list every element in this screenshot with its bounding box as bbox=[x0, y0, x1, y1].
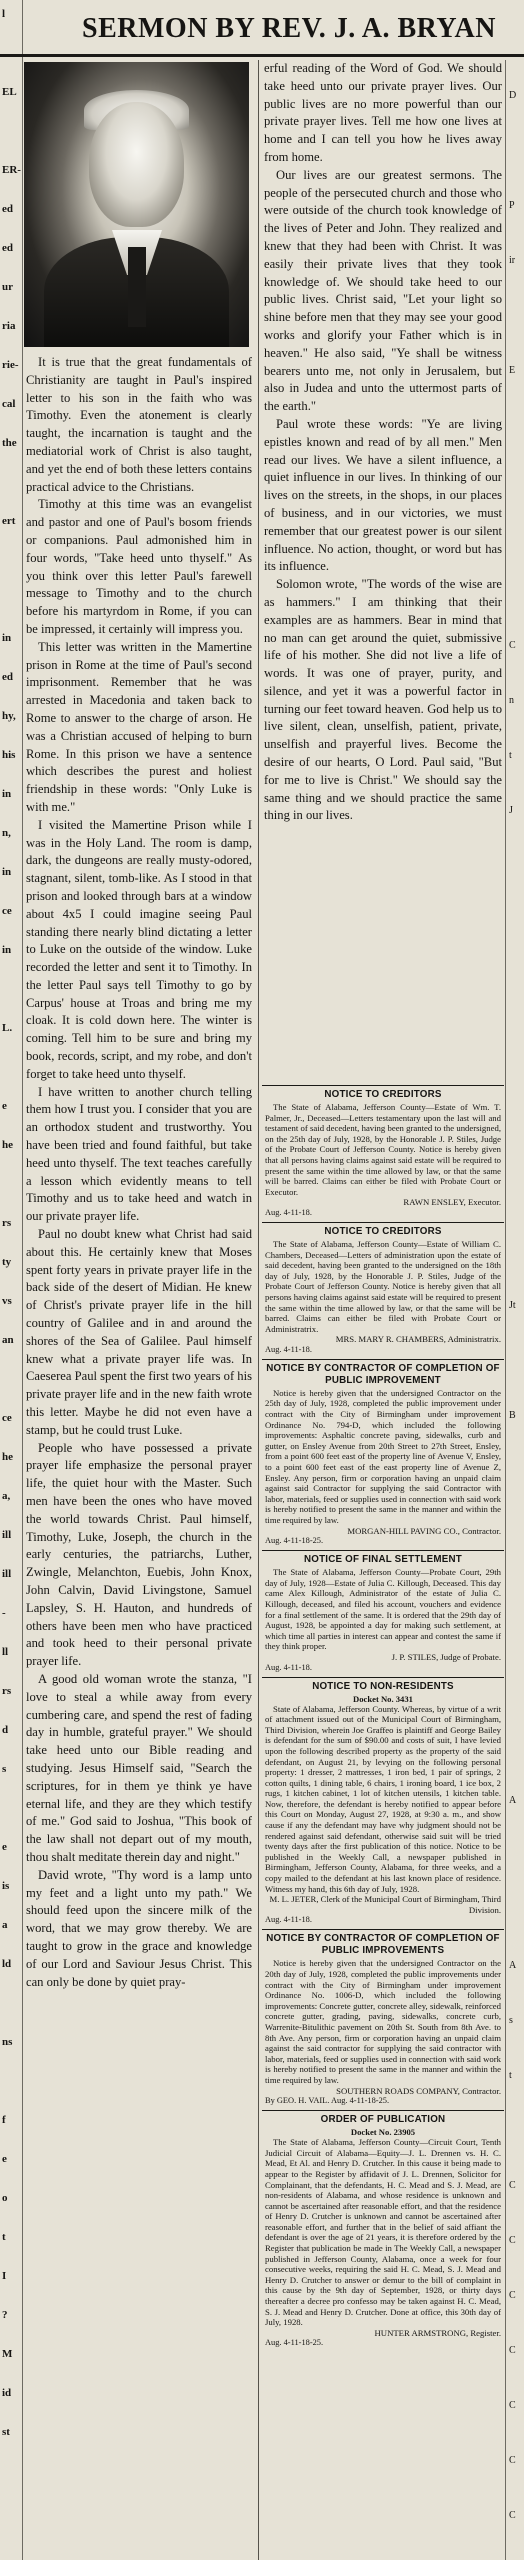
fragment-text: J bbox=[509, 805, 513, 816]
fragment-text: C bbox=[509, 2180, 516, 2191]
fragment-text: cal bbox=[2, 398, 16, 410]
sermon-paragraph: This letter was written in the Mamertine prison in Rome at the time of Paul's second imprisonment. Remember that he was arrested in Macedonia and taken back to Rome to answer to the charge of arson. He was a Christian accused of helping to burn Rome. In this prison we have a sentence which describes the purest and holiest friendship in these words: "Only Luke is with me." bbox=[26, 639, 252, 814]
sermon-paragraph: A good old woman wrote the stanza, "I love to steal a while away from every cumbering care, and spend the rest of fading day in humble, grateful prayer." We should take heed unto our Bible reading and studying. Jesus Himself said, "Search the scriptures, for in them ye think ye have eternal life, and they are they which testify of me." God said to Joshua, "This book of the law shall not depart out of my mouth, thou shalt meditate therein day and night." bbox=[26, 1671, 252, 1864]
fragment-text: he bbox=[2, 1451, 13, 1463]
fragment-text: he bbox=[2, 1139, 13, 1151]
sermon-paragraph: Our lives are our greatest sermons. The people of the persecuted church and those who were outside of the church took knowledge of the lives of Peter and John. They realized and knew that they had been with Christ. It was easily their private lives that they took knowledge of. We should take heed to our public lives. Christ said, "Let your light so shine before men that they may see your good works and glorify your Father which is in heaven." He also said, "Ye shall be witness bearers unto me, not only in Jerusalem, but also in Judea and unto the uttermost parts of the earth." bbox=[264, 167, 502, 414]
fragment-text: rs bbox=[2, 1217, 12, 1229]
fragment-text: C bbox=[509, 2235, 516, 2246]
fragment-text: in bbox=[2, 788, 12, 800]
fragment-text: ce bbox=[2, 905, 12, 917]
fragment-text: ld bbox=[2, 1958, 12, 1970]
legal-notice bbox=[262, 1550, 504, 1676]
left-column-fragment bbox=[0, 0, 23, 2560]
notice-title: NOTICE OF FINAL SETTLEMENT bbox=[304, 1554, 462, 1566]
notice-body: State of Alabama, Jefferson County. Whereas, by virtue of a writ of attachment issued out of the Municipal Court of Birmingham, Third Division, wherein Joe Graffeo is plaintiff and George Bailey is defendant for the sum of $90.00 and costs of suit, I have levied upon the following described property as the property of the said defendant, on August 21, by levying on the following personal property: 1 dresser, 2 mattresses, 1 iron bed, 1 pair of springs, 2 cotton quilts, 1 dining table, 6 chairs, 1 ironing board, 1 ice box, 2 rugs, 1 kitchen cabinet, 1 lot of kitchen utensils, 1 kitchen table. Now, therefore, the defendant is hereby notified to appear before this Court on Monday, August 27, 1928, at 9:30 a. m., and show cause if any the defendant may have why judgment should not be rendered against said defendant, otherwise said suit will be tried twenty days after the first publication of this notice. Notice to be published in the Weekly Call, a newspaper published in Birmingham, Jefferson County, Alabama, for three weeks, and a copy mailed to the defendant at his last known place of residence. Witness my hand, this 6th day of July, 1928. bbox=[265, 1703, 501, 1894]
portrait-tie bbox=[128, 247, 146, 327]
notice-signature: HUNTER ARMSTRONG, Register. bbox=[374, 2327, 501, 2338]
legal-notice bbox=[262, 1085, 504, 1222]
fragment-text: id bbox=[2, 2387, 12, 2399]
notice-date: By GEO. H. VAIL. Aug. 4-11-18-25. bbox=[265, 2096, 390, 2106]
fragment-text: A bbox=[509, 1795, 517, 1806]
fragment-text: e bbox=[2, 1841, 7, 1853]
sermon-paragraph: Solomon wrote, "The words of the wise are as hammers." I am thinking that their examples are as hammers. Bear in mind that no man can get around the quiet, submissive life of his mother. She did not live a life of words. It was one of prayer, purity, and silence, and yet it was a powerful factor in turning our feet toward heaven. God help us to live silent, clean, unselfish, patient, private, unselfish and prayerful lives. Become the desire of our hearts, O Lord. Paul said, "But for me to live is Christ." We should say the same thing and we should practice the same thing in our lives. bbox=[264, 577, 502, 823]
notice-date: Aug. 4-11-18. bbox=[265, 1662, 312, 1672]
fragment-text: ill bbox=[2, 1568, 12, 1580]
sermon-paragraph: David wrote, "Thy word is a lamp unto my feet and a light unto my path." We should feed upon the sincere milk of the word, that we may grow thereby. We are taught to grow in the grace and knowledge of our Lord and Saviour Jesus Christ. This can only be done by quiet pray- bbox=[26, 1867, 252, 1989]
notice-signature: RAWN ENSLEY, Executor. bbox=[403, 1197, 501, 1208]
fragment-text: C bbox=[509, 2290, 516, 2301]
fragment-text: M bbox=[2, 2348, 13, 2360]
portrait-face bbox=[89, 102, 184, 227]
fragment-text: o bbox=[2, 2192, 8, 2204]
notice-title: NOTICE TO CREDITORS bbox=[324, 1225, 442, 1237]
fragment-text: n, bbox=[2, 827, 11, 839]
notice-date: Aug. 4-11-18. bbox=[265, 1915, 312, 1925]
legal-notices bbox=[262, 1085, 504, 2352]
sermon-paragraph: I visited the Mamertine Prison while I was in the Holy Land. The room is damp, dark, the dungeons are really musty-odored, stagnant, silent, tomb-like. As I stood in that prison and looked through bars at a window about 4x5 I could imagine seeing Paul standing there nearly blind dictating a letter to Luke on the outside of the window. Luke recorded the letter and sent it to Timothy. In the letter Paul says tell Timothy to go by Carpus' house at Troas and bring me my cloak. It is cold down here. The winter is coming. Tell him to be sure and bring my book, records, script, and my robe, and don't forget to take heed unto thyself. bbox=[26, 817, 252, 1081]
sermon-paragraph: People who have possessed a private prayer life emphasize the personal prayer life, the quiet hour with the Master. Such men have been the ones who have moved the world towards Christ. Paul himself, Timothy, Luke, Joseph, the church in the early centuries, the patriarchs, Luther, Zwingle, Melanchton, Euebis, John Knox, John Calvin, David Livingstone, Samuel Lapsley, S. H. Hauton, and hundreds of others have been men who have practiced and took heed to their personal private prayer life. bbox=[26, 1440, 252, 1669]
fragment-text: ce bbox=[2, 1412, 12, 1424]
fragment-text: EL bbox=[2, 86, 17, 98]
fragment-text: ll bbox=[2, 1646, 9, 1658]
notice-title: NOTICE TO NON-RESIDENTS bbox=[312, 1680, 454, 1692]
fragment-text: t bbox=[509, 2070, 512, 2081]
fragment-text: vs bbox=[2, 1295, 12, 1307]
sermon-column-right bbox=[264, 60, 502, 825]
sermon-paragraph: Timothy at this time was an evangelist and pastor and one of Paul's bosom friends or companions. Paul admonished him in four words, "Take heed unto thyself." As you think over this letter Paul's farewell message to Timothy and to the church before his martyrdom in Rome, if you can be impressed, it certainly will impress you. bbox=[26, 497, 252, 636]
headline-rule bbox=[0, 54, 524, 57]
notice-body: Notice is hereby given that the undersigned Contractor on the 25th day of July, 1928, completed the public improvement under contract with the City of Birmingham under improvement Ordinance No. 794-D, which included the following improvements: Asphaltic concrete paving, sidewalks, curb and gutter, on Ensley Avenue from 20th Street to 27th Street, Ensley, from a point 600 feet east of the property line of Avenue V, Ensley, to a point 600 feet east of the east property line of Avenue Z, Ensley. Any person, firm or corporation having an unpaid claim against said Contractor for supplying the said Contractor with labor, materials, feed or supplies used in connection with said work is hereby notified to present the same in the manner and within the time required by law. bbox=[265, 1387, 501, 1525]
fragment-text: ert bbox=[2, 515, 16, 527]
notice-title: NOTICE BY CONTRACTOR OF COMPLETION OF PUBLIC IMPROVEMENTS bbox=[266, 1933, 500, 1957]
notice-body: Notice is hereby given that the undersigned Contractor on the 20th day of July, 1928, completed the public improvements under contract with the City of Birmingham under improvement Ordinance No. 1006-D, which included the following improvements: Concrete gutter, concrete alley, sidewalk, reinforced concrete gutter, grading, paving, sidewalks, concrete curb, Warrenite-Bitulithic pavement on 20th St. South from 8th Ave. to 8th Ave. Any person, firm or corporation having an unpaid claim against the said contractor for supplying the said contractor with labor, materials, feed or supplies used in connection with said work is hereby notified to present the same in the manner and within the time required by law. bbox=[265, 1958, 501, 2085]
fragment-text: f bbox=[2, 2114, 6, 2126]
fragment-text: P bbox=[509, 200, 515, 211]
fragment-text: E bbox=[509, 365, 516, 376]
legal-notice bbox=[262, 1359, 504, 1550]
fragment-text: D bbox=[509, 90, 517, 101]
fragment-text: ill bbox=[2, 1529, 12, 1541]
sermon-paragraph: erful reading of the Word of God. We should take heed unto our private prayer lives. Our public lives are no more powerful than our private prayer lives. Tell me how one lives at home and I can tell you how he lives away from home. bbox=[264, 61, 502, 164]
notice-signature: J. P. STILES, Judge of Probate. bbox=[391, 1651, 501, 1662]
fragment-text: s bbox=[509, 2015, 513, 2026]
legal-notice bbox=[262, 1222, 504, 1359]
fragment-text: in bbox=[2, 866, 12, 878]
fragment-text: ed bbox=[2, 203, 13, 215]
notice-title: NOTICE BY CONTRACTOR OF COMPLETION OF PUBLIC IMPROVEMENT bbox=[266, 1362, 500, 1386]
fragment-text: ria bbox=[2, 320, 16, 332]
notice-body: The State of Alabama, Jefferson County—Estate of Wm. T. Palmer, Jr., Deceased—Letters testamentary upon the last will and testament of said decedent, having been granted to the undersigned, on the 25th day of July, 1928, by the Honorable J. P. Stiles, Judge of the Probate Court of Jefferson County. Notice is hereby given that all persons having claims against said estate will be required to present the same within the time allowed by law, or that the same will be barred. Claims can either be filed with Probate Court or Executor. bbox=[265, 1102, 501, 1197]
fragment-text: st bbox=[2, 2426, 10, 2438]
notice-title: NOTICE TO CREDITORS bbox=[324, 1089, 442, 1100]
notice-signature: M. L. JETER, Clerk of the Municipal Court of Birmingham, Third Division. bbox=[269, 1894, 501, 1915]
fragment-text: B bbox=[509, 1410, 516, 1421]
fragment-text: l bbox=[2, 8, 6, 20]
right-column-fragment bbox=[505, 60, 524, 2560]
sermon-paragraph: Paul no doubt knew what Christ had said about this. He certainly knew that Moses spent forty years in private prayer life in the back side of the desert of Midian. He knew of Christ's private prayer life in the hill country of Galilee and in and around the shores of the Sea of Galilee. Paul himself knew what a private prayer life was. In Caeserea Paul spent the first two years of his private prayer life and in the new faith wrote this letter. Maybe he did not even have a stamp, but he could trust Luke. bbox=[26, 1227, 252, 1437]
fragment-text: an bbox=[2, 1334, 14, 1346]
fragment-text: A bbox=[509, 1960, 517, 1971]
page-headline: SERMON BY REV. J. A. BRYAN bbox=[82, 13, 496, 44]
fragment-text: is bbox=[2, 1880, 10, 1892]
legal-notice bbox=[262, 2110, 504, 2352]
fragment-text: C bbox=[509, 2455, 516, 2466]
notice-date: Aug. 4-11-18. bbox=[265, 1207, 312, 1217]
fragment-text: C bbox=[509, 2345, 516, 2356]
fragment-text: rie- bbox=[2, 359, 19, 371]
fragment-text: his bbox=[2, 749, 16, 761]
fragment-text: ? bbox=[2, 2309, 8, 2321]
column-divider bbox=[258, 60, 259, 2560]
fragment-text: Jt bbox=[509, 1300, 516, 1311]
fragment-text: ir bbox=[509, 255, 516, 266]
fragment-text: e bbox=[2, 2153, 7, 2165]
fragment-text: t bbox=[2, 2231, 6, 2243]
legal-notice bbox=[262, 1677, 504, 1930]
fragment-text: t bbox=[509, 750, 512, 761]
notice-date: Aug. 4-11-18-25. bbox=[265, 2338, 324, 2348]
fragment-text: a bbox=[2, 1919, 8, 1931]
notice-body: The State of Alabama, Jefferson County—Estate of William C. Chambers, Deceased—Letters of administration upon the estate of said decedent, having been granted to the undersigned on the 18th day of July, 1928, by the Honorable J. P. Stiles, Judge of the Probate Court of Jefferson County. Notice is hereby given that all persons having claims against said estate will be required to present the same within the time allowed by law, or that the same will be barred. Claims can either be filed with Probate Court or Administratrix. bbox=[265, 1238, 501, 1334]
fragment-text: ed bbox=[2, 242, 13, 254]
portrait-photo bbox=[24, 62, 249, 347]
legal-notice bbox=[262, 1929, 504, 2110]
fragment-text: n bbox=[509, 695, 514, 706]
notice-signature: SOUTHERN ROADS COMPANY, Contractor. bbox=[336, 2085, 501, 2096]
notice-date: Aug. 4-11-18. bbox=[265, 1344, 312, 1354]
fragment-text: I bbox=[2, 2270, 7, 2282]
fragment-text: s bbox=[2, 1763, 7, 1775]
fragment-text: in bbox=[2, 944, 12, 956]
notice-body: The State of Alabama, Jefferson County—Probate Court, 29th day of July, 1928—Estate of Julia C. Killough, Deceased. This day came Alex Killough, Administrator of the estate of Julia C. Killough, deceased, and filed his account, vouchers and evidence for a final settlement of the same. It is ordered that the 29th day of August, 1928, be appointed a day for making such settlement, at which time all parties in interest can appear and contest the same if they think proper. bbox=[265, 1567, 501, 1652]
sermon-column-left bbox=[26, 354, 252, 1991]
fragment-text: C bbox=[509, 640, 516, 651]
fragment-text: e bbox=[2, 1100, 7, 1112]
fragment-text: ER- bbox=[2, 164, 21, 176]
notice-body: The State of Alabama, Jefferson County—Circuit Court, Tenth Judicial Circuit of Alabama—Equity—J. L. Drennen vs. H. C. Mead, Et Al. and Henry D. Crutcher. In this cause it being made to appear to the Register by affidavit of J. L. Drennen, Solicitor for Complainant, that the defendants, H. C. Mead and S. J. Mead, are non-residents of Alabama, and whose residence is unknown and cannot be ascertained after reasonable effort, and that the residence of Henry D. Crutcher is unknown and cannot be ascertained after reasonable effort, and further that in the belief of said affiant the defendant is over the age of 21 years, it is therefore ordered by the Register that publication be made in The Weekly Call, a newspaper published in Jefferson County, Alabama, once a week for four consecutive weeks, requiring the said H. C. Mead, S. J. Mead and Henry D. Crutcher to answer or demur to the bill of complaint in this cause by the 9th day of September, 1928, or thirty days thereafter a decree pro confesso may be taken against H. C. Mead, S. J. Mead and Henry D. Crutcher. Done at office, this 30th day of July, 1928. bbox=[265, 2137, 501, 2328]
fragment-text: C bbox=[509, 2400, 516, 2411]
fragment-text: ed bbox=[2, 671, 13, 683]
fragment-text: in bbox=[2, 632, 12, 644]
notice-docket: Docket No. 3431 bbox=[353, 1693, 413, 1704]
notice-title: ORDER OF PUBLICATION bbox=[320, 2114, 446, 2126]
notice-docket: Docket No. 23905 bbox=[350, 2127, 416, 2138]
fragment-text: C bbox=[509, 2510, 516, 2521]
fragment-text: a, bbox=[2, 1490, 11, 1502]
fragment-text: the bbox=[2, 437, 17, 449]
sermon-paragraph: Paul wrote these words: "Ye are living epistles known and read of by all men." Men read our lives. We have a silent influence, a quiet influence in our lives. In thinking of our lives on the streets, in the shops, in our places of business, and in our victories, we must remember that our greatest power is our silent influence. No action, thought, or word but has its influence. bbox=[264, 416, 502, 574]
notice-signature: MORGAN-HILL PAVING CO., Contractor. bbox=[347, 1525, 501, 1536]
fragment-text: rs bbox=[2, 1685, 12, 1697]
fragment-text: L. bbox=[2, 1022, 13, 1034]
fragment-text: hy, bbox=[2, 710, 16, 722]
fragment-text: ty bbox=[2, 1256, 12, 1268]
fragment-text: ns bbox=[2, 2036, 13, 2048]
fragment-text: ur bbox=[2, 281, 13, 293]
fragment-text: - bbox=[2, 1607, 6, 1619]
notice-signature: MRS. MARY R. CHAMBERS, Administratrix. bbox=[335, 1334, 501, 1345]
fragment-text: d bbox=[2, 1724, 9, 1736]
notice-date: Aug. 4-11-18-25. bbox=[265, 1536, 324, 1546]
sermon-paragraph: I have written to another church telling them how I trust you. I consider that you are an orthodox student and trustworthy. You have been tried and found faithful, but take heed unto thyself. The text teaches carefully a lesson which evidently means to tell Timothy and us to take heed and watch in our private prayer life. bbox=[26, 1084, 252, 1224]
sermon-paragraph: It is true that the great fundamentals of Christianity are taught in Paul's inspired letter to his son in the faith who was Timothy. Even the atonement is clearly taught, the incarnation is taught and the mediatorial work of Christ is also taught, and yet the end of both these letters contains practical advice to the Christians. bbox=[26, 355, 252, 494]
